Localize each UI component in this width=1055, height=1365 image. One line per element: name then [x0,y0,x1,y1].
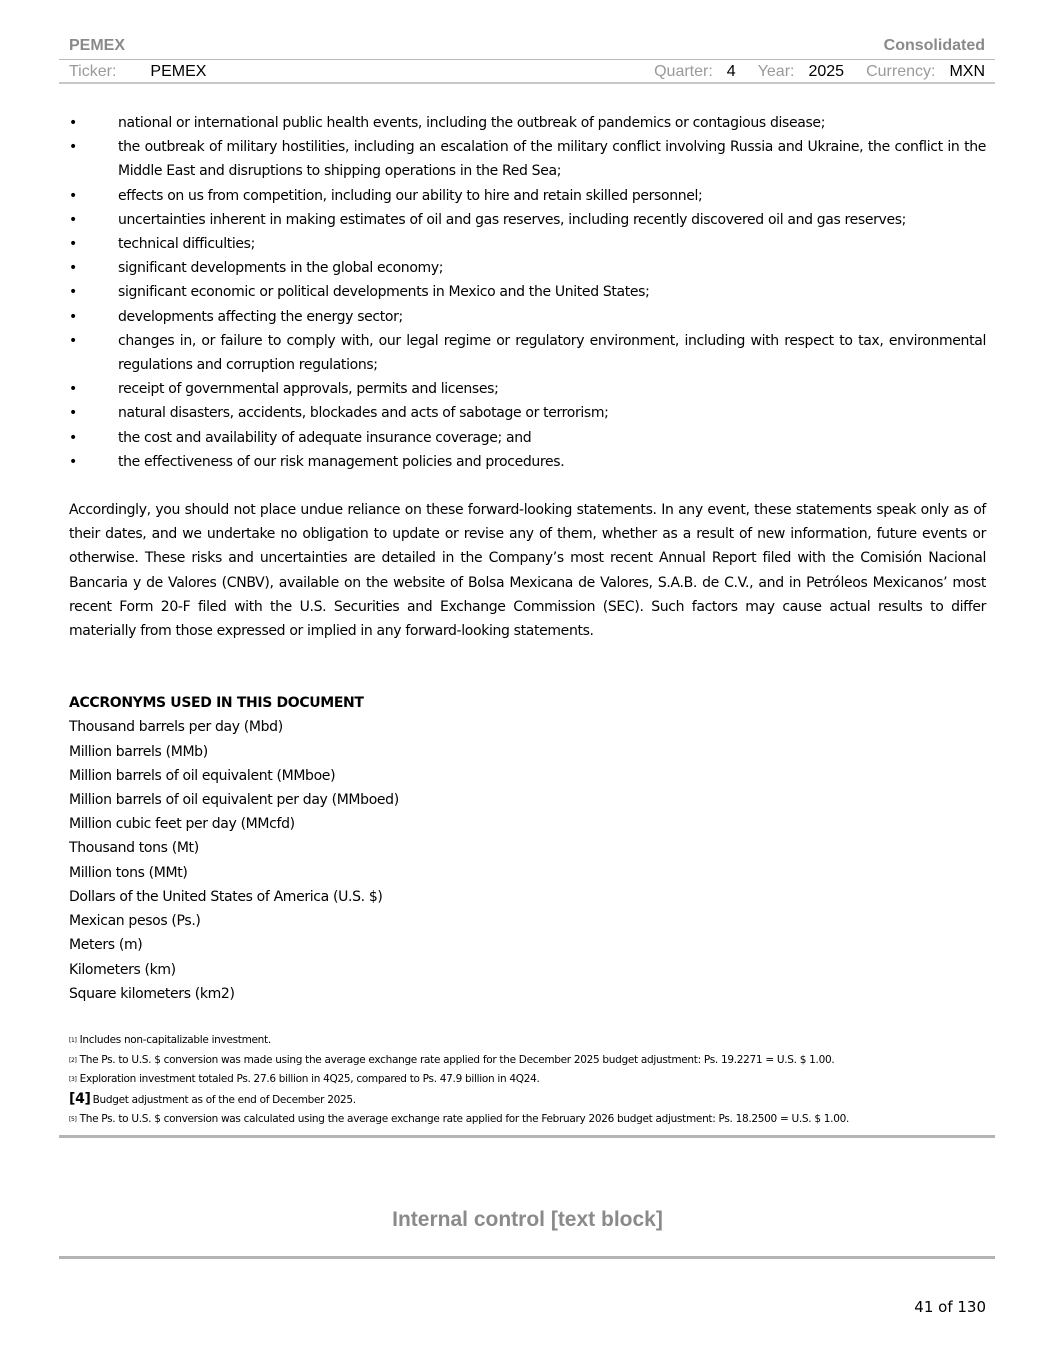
section-title: Internal control [text block] [392,1208,663,1231]
quarter-label: Quarter: [654,62,713,80]
acronyms-list [69,715,986,1005]
footnote [69,1090,849,1111]
footnote [69,1070,849,1090]
list-item [69,256,986,280]
bullet-icon: • [69,139,77,156]
footnote-marker: [3] [69,1076,77,1083]
ticker-label: Ticker: [69,62,117,80]
bullet-icon: • [69,308,77,325]
scope-label: Consolidated [883,37,985,54]
company-name: PEMEX [69,37,126,54]
quarter-value: 4 [726,62,736,80]
acronym-item: Million barrels of oil equivalent per day (MMboed) [69,792,399,809]
list-item [69,377,986,401]
list-item [69,305,986,329]
bullet-icon: • [69,453,77,470]
list-item-text: natural disasters, accidents, blockades and acts of sabotage or terrorism; [118,405,609,422]
list-item [69,401,986,425]
acronym-item: Million tons (MMt) [69,864,188,881]
footnote [69,1031,849,1051]
list-item-text: receipt of governmental approvals, permits and licenses; [118,381,499,398]
list-item [69,135,986,183]
acronym-item: Million cubic feet per day (MMcfd) [69,816,295,833]
risk-factor-list [69,111,986,474]
acronym-item: Kilometers (km) [69,961,176,978]
year-value: 2025 [808,62,845,80]
footnote [69,1051,849,1071]
footnote-text: Exploration investment totaled Ps. 27.6 billion in 4Q25, compared to Ps. 47.9 billion in 4Q24. [79,1073,540,1085]
currency-label: Currency: [866,62,936,80]
list-item [69,184,986,208]
section-divider [59,1135,995,1138]
bullet-icon: • [69,429,77,446]
section-divider [59,1256,995,1259]
acronym-item: Million barrels of oil equivalent (MMboe) [69,767,336,784]
forward-looking-paragraph: Accordingly, you should not place undue reliance on these forward-looking statements. In any event, these statements speak only as of their dates, and we undertake no obligation to update or revise any of them, whether as a result of new information, future events or otherwise. These risks and uncertainties are detailed in the Company’s most recent Annual Report filed with the Comisión Nacional Bancaria y de Valores (CNBV), available on the website of Bolsa Mexicana de Valores, S.A.B. de C.V., and in Petróleos Mexicanos’ most recent Form 20-F filed with the U.S. Securities and Exchange Commission (SEC). Such factors may cause actual results to differ materially from those expressed or implied in any forward-looking statements. [69,502,986,640]
acronym-item: Million barrels (MMb) [69,743,208,760]
list-item-text: significant economic or political developments in Mexico and the United States; [118,284,650,301]
document-body [69,111,986,1006]
footnote-text: The Ps. to U.S. $ conversion was made using the average exchange rate applied for the December 2025 budget adjustment: Ps. 19.2271 = U.S. $ 1.00. [79,1053,835,1066]
bullet-icon: • [69,187,77,204]
acronym-item: Dollars of the United States of America (U.S. $) [69,888,383,905]
list-item-text: the cost and availability of adequate insurance coverage; and [118,429,532,446]
page-number: 41 of 130 [914,1298,986,1316]
list-item [69,111,986,135]
footnote-text: Includes non-capitalizable investment. [79,1034,271,1046]
list-item-text: technical difficulties; [118,236,255,253]
acronym-item: Mexican pesos (Ps.) [69,913,201,930]
acronyms-heading: ACCRONYMS USED IN THIS DOCUMENT [69,695,364,712]
bullet-icon: • [69,381,77,398]
footnote-text: Budget adjustment as of the end of December 2025. [92,1093,356,1106]
ticker-value: PEMEX [150,62,207,80]
list-item [69,426,986,450]
list-item-text: the effectiveness of our risk management policies and procedures. [118,453,565,470]
footnotes [69,1031,849,1130]
footnote [69,1110,849,1130]
footnote-marker: [1] [69,1037,77,1044]
list-item-text: uncertainties inherent in making estimates of oil and gas reserves, including recently discovered oil and gas reserves; [118,211,907,228]
list-item [69,280,986,304]
acronym-item: Meters (m) [69,937,143,954]
footnote-marker: [4] [69,1090,91,1107]
bullet-icon: • [69,236,77,253]
year-label: Year: [757,62,795,80]
list-item [69,232,986,256]
footnote-marker: [5] [69,1116,77,1123]
currency-value: MXN [949,62,985,80]
list-item-text: significant developments in the global economy; [118,260,444,277]
list-item-text: developments affecting the energy sector; [118,308,403,325]
bullet-icon: • [69,332,77,349]
bullet-icon: • [69,260,77,277]
bullet-icon: • [69,284,77,301]
bullet-icon: • [69,211,77,228]
bullet-icon: • [69,405,77,422]
list-item-text: national or international public health events, including the outbreak of pandemics or contagious disease; [118,115,826,131]
footnote-text: The Ps. to U.S. $ conversion was calculated using the average exchange rate applied for the February 2026 budget adjustment: Ps. 18.2500 = U.S. $ 1.00. [79,1113,850,1125]
bullet-icon: • [69,115,77,131]
footnote-marker: [2] [69,1056,77,1064]
list-item [69,450,986,474]
acronym-item: Square kilometers (km2) [69,985,235,1002]
report-header [59,37,995,60]
acronym-item: Thousand tons (Mt) [69,840,199,857]
acronym-item: Thousand barrels per day (Mbd) [69,719,283,736]
report-meta [59,61,995,84]
list-item-text: the outbreak of military hostilities, including an escalation of the military conflict involving Russia and Ukraine, the conflict in the Middle East and disruptions to shipping operations in the Red Sea; [118,139,986,180]
list-item [69,329,986,377]
list-item-text: effects on us from competition, including our ability to hire and retain skilled personnel; [118,187,703,204]
list-item [69,208,986,232]
list-item-text: changes in, or failure to comply with, our legal regime or regulatory environment, including with respect to tax, environmental regulations and corruption regulations; [118,332,986,374]
